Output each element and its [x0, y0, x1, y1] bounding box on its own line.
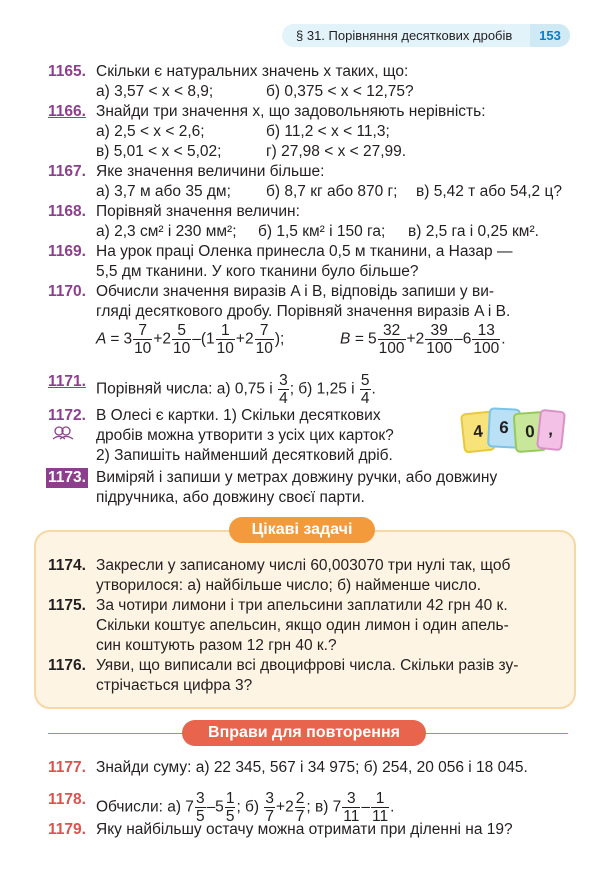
option-c: в) 5,01 < x < 5,02; [96, 143, 222, 160]
problem-text: Закресли у записаному числі 60,003070 три нулі так, щоб [96, 557, 511, 574]
problem-text: гляді десяткового дробу. Порівняй значення виразів A і B. [96, 303, 511, 320]
problem-text: Уяви, що виписали всі двоцифрові числа. Скільки разів зу- [96, 657, 519, 674]
problem-text: 2) Запишіть найменший десятковий дріб. [96, 447, 393, 464]
problem-text: За чотири лимони і три апельсини заплатили 42 грн 40 к. [96, 597, 508, 614]
operator: +2 [235, 330, 254, 348]
problem-number: 1175. [48, 597, 86, 614]
problem-text: 5,5 дм тканини. У кого тканини було більше? [96, 263, 419, 280]
problem-text: Яке значення величини більше: [96, 163, 325, 180]
problem-number: 1166. [48, 103, 86, 120]
option-c: в) 2,5 га і 0,25 км². [408, 223, 539, 240]
expression-a [96, 322, 284, 357]
fraction: $\frac{1}{10}$ [216, 322, 234, 357]
fraction: $\frac{7}{10}$ [134, 322, 152, 357]
option-a: а) 3,57 < x < 8,9; [96, 83, 214, 100]
problem-text: Скільки коштує апельсин, якщо один лимон і один апель- [96, 617, 509, 634]
operator: –6 [454, 330, 472, 348]
problem-number: 1170. [48, 283, 86, 300]
expression-b [340, 322, 506, 357]
problem-number: 1169. [48, 243, 86, 260]
problem-number: 1174. [48, 557, 86, 574]
problem-number: 1171. [48, 373, 86, 390]
pair-work-icon [52, 426, 74, 440]
problem-text: Обчисли: а) 7 $\frac{3}{5}$ –5 $\frac{1}{5}$ ; б) $\frac{3}{7}$ +2 $\frac{2}{7}$ ; в) 7 $\frac{3}{11}$ – $\frac{1}{11}$ . [96, 790, 395, 825]
operator: +2 [406, 330, 425, 348]
problem-number: 1165. [48, 63, 86, 80]
problem-text: Порівняй числа: а) 0,75 і $\frac{3}{4}$ ; б) 1,25 і $\frac{5}{4}$ . [96, 372, 376, 407]
option-a: а) 2,5 < x < 2,6; [96, 123, 205, 140]
problem-number: 1168. [48, 203, 86, 220]
problem-number: 1177. [48, 759, 86, 776]
option-b: б) 0,375 < x < 12,75? [266, 83, 414, 100]
operator: –(1 [192, 330, 215, 348]
problem-text: Виміряй і запиши у метрах довжину ручки, або довжину [96, 469, 498, 486]
problem-text: Обчисли значення виразів A і B, відповідь запиши у ви- [96, 283, 495, 300]
problem-text: В Олесі є картки. 1) Скільки десяткових [96, 407, 381, 424]
problem-number: 1173. [48, 469, 86, 486]
fraction: $\frac{7}{10}$ [255, 322, 273, 357]
operator: +2 [153, 330, 171, 348]
whole: 5 [368, 330, 377, 348]
card-4: 4 [460, 410, 496, 453]
problem-text: Скільки є натуральних значень x таких, що: [96, 63, 409, 80]
problem-text: Знайди три значення x, що задовольняють нерівність: [96, 103, 486, 120]
expr-b-label: B = [340, 330, 364, 348]
option-a: а) 3,7 м або 35 дм; [96, 183, 231, 200]
problem-number: 1179. [48, 821, 86, 838]
option-a: а) 2,3 см² і 230 мм²; [96, 223, 237, 240]
page-number: 153 [530, 24, 570, 47]
card-6: 6 [487, 407, 521, 449]
problem-text: Яку найбільшу остачу можна отримати при діленні на 19? [96, 821, 513, 838]
problem-number: 1178. [48, 791, 86, 808]
whole: 3 [123, 330, 133, 348]
problem-text: син коштують разом 12 грн 40 к.? [96, 637, 337, 654]
problem-text: Порівняй значення величин: [96, 203, 300, 220]
punct: . [501, 330, 506, 348]
fraction: $\frac{39}{100}$ [426, 322, 453, 357]
page-header [282, 24, 570, 47]
section-title: § 31. Порівняння десяткових дробів [296, 28, 513, 43]
problem-number: 1167. [48, 163, 86, 180]
problem-number: 1176. [48, 657, 86, 674]
option-b: б) 1,5 км² і 150 га; [258, 223, 386, 240]
option-c: в) 5,42 т або 54,2 ц? [416, 183, 562, 200]
problem-text: підручника, або довжину своєї парти. [96, 489, 365, 506]
review-exercises-banner: Вправи для повторення [182, 720, 426, 746]
card-0: 0 [513, 411, 548, 453]
interesting-problems-banner: Цікаві задачі [229, 517, 375, 543]
option-b: б) 8,7 кг або 870 г; [266, 183, 398, 200]
fraction: $\frac{13}{100}$ [473, 322, 500, 357]
option-b: б) 11,2 < x < 11,3; [266, 123, 390, 140]
card-comma: , [536, 409, 566, 451]
punct: ); [274, 330, 285, 348]
option-d: г) 27,98 < x < 27,99. [266, 143, 407, 160]
fraction: $\frac{32}{100}$ [378, 322, 405, 357]
problem-number: 1172. [48, 407, 86, 424]
problem-text: Знайди суму: а) 22 345, 567 і 34 975; б) 254, 20 056 і 18 045. [96, 759, 528, 776]
problem-text: утворилося: а) найбільше число; б) найменше число. [96, 577, 482, 594]
fraction: $\frac{5}{10}$ [173, 322, 191, 357]
problem-text: дробів можна утворити з усіх цих карток? [96, 427, 394, 444]
problem-text: На урок праці Оленка принесла 0,5 м тканини, а Назар — [96, 243, 513, 260]
problem-text: стрічається цифра 3? [96, 677, 253, 694]
expr-a-label: A = [96, 330, 120, 348]
